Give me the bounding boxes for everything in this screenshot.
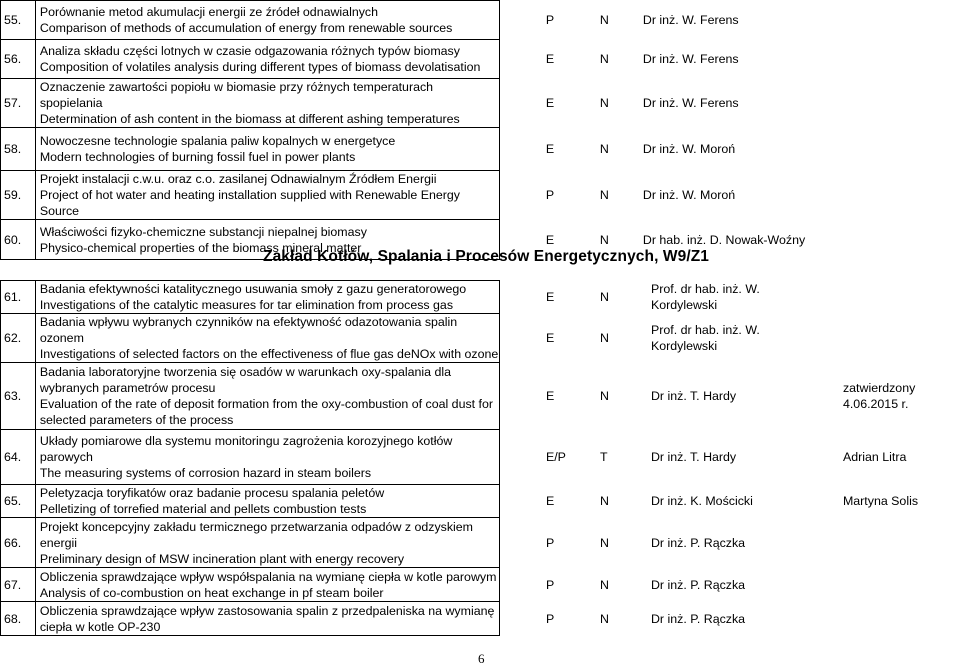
thesis-row: [1, 518, 960, 568]
row-number: 62.: [1, 314, 36, 363]
title-polish: Projekt koncepcyjny zakładu termicznego przetwarzania odpadów z odzyskiem energii: [39, 519, 474, 550]
thesis-language: N: [599, 142, 609, 156]
row-number: 65.: [1, 485, 36, 518]
row-number: 55.: [1, 1, 36, 40]
supervisor-name: Dr inż. P. Rączka: [650, 535, 746, 550]
thesis-info-cell: [499, 281, 959, 314]
thesis-row: [1, 485, 960, 518]
row-number: 57.: [1, 79, 36, 128]
title-english: Modern technologies of burning fossil fuel in power plants: [39, 150, 356, 164]
thesis-language: N: [599, 577, 609, 592]
title-polish: Projekt instalacji c.w.u. oraz c.o. zasilanej Odnawialnym Źródłem Energii: [39, 172, 437, 186]
thesis-row: [1, 430, 960, 485]
student-name: Adrian Litra: [842, 450, 907, 464]
thesis-info-cell: [499, 430, 959, 485]
thesis-type: P: [545, 188, 555, 202]
supervisor-name: Prof. dr hab. inż. W. Kordylewski: [650, 282, 760, 312]
thesis-language: N: [599, 188, 609, 202]
thesis-type: P: [545, 577, 555, 592]
title-english: Composition of volatiles analysis during different types of biomass devolatisation: [39, 60, 481, 74]
title-english: Pelletizing of torrefied material and pellets combustion tests: [39, 502, 367, 516]
row-number: 56.: [1, 40, 36, 79]
row-number: 61.: [1, 281, 36, 314]
thesis-type: E: [545, 290, 555, 304]
thesis-row: [1, 171, 960, 220]
thesis-info-cell: [499, 171, 959, 220]
title-polish: Układy pomiarowe dla systemu monitoringu zagrożenia korozyjnego kotłów parowych: [39, 434, 453, 464]
thesis-language: T: [599, 450, 608, 464]
thesis-language: N: [599, 331, 609, 345]
thesis-row: [1, 1, 960, 40]
title-english: Investigations of the catalytic measures for tar elimination from process gas: [39, 298, 454, 312]
title-english: Investigations of selected factors on the effectiveness of flue gas deNOx with ozone: [39, 347, 499, 361]
thesis-language: N: [599, 494, 609, 508]
thesis-row: [1, 314, 960, 363]
title-polish: Oznaczenie zawartości popiołu w biomasie przy różnych temperaturach spopielania: [39, 80, 434, 110]
title-english: Physico-chemical properties of the biomass mineral matter: [39, 240, 362, 255]
thesis-language: N: [599, 389, 609, 403]
title-polish: Obliczenia sprawdzające wpływ zastosowania spalin z przedpaleniska na wymianę ciepła w kotle OP-230: [39, 603, 495, 634]
thesis-title-cell: [35, 485, 499, 518]
thesis-type: P: [545, 13, 555, 27]
title-polish: Peletyzacja toryfikatów oraz badanie procesu spalania peletów: [39, 486, 385, 500]
thesis-type: E: [545, 52, 555, 66]
row-number: 60.: [1, 220, 36, 260]
thesis-type: E: [545, 232, 555, 247]
thesis-type: P: [545, 535, 555, 550]
thesis-info-cell: [499, 79, 959, 128]
title-english: Evaluation of the rate of deposit formation from the oxy-combustion of coal dust for selected parameters of the process: [39, 397, 493, 427]
thesis-row: [1, 40, 960, 79]
thesis-table-section-2: [0, 280, 960, 636]
thesis-title-cell: [35, 128, 499, 171]
thesis-info-cell: [499, 518, 959, 568]
thesis-type: E: [545, 96, 555, 110]
title-polish: Porównanie metod akumulacji energii ze źródeł odnawialnych: [39, 5, 378, 19]
thesis-language: N: [599, 232, 609, 247]
thesis-language: N: [599, 52, 609, 66]
thesis-row: [1, 281, 960, 314]
thesis-info-cell: [499, 568, 959, 602]
thesis-type: E/P: [545, 450, 566, 464]
title-english: Preliminary design of MSW incineration plant with energy recovery: [39, 551, 405, 566]
supervisor-name: Dr inż. P. Rączka: [650, 611, 746, 626]
title-english: Determination of ash content in the biomass at different ashing temperatures: [39, 112, 460, 126]
row-number: 58.: [1, 128, 36, 171]
thesis-title-cell: [35, 281, 499, 314]
title-polish: Właściwości fizyko-chemiczne substancji niepalnej biomasy: [39, 224, 367, 239]
supervisor-name: Dr inż. W. Ferens: [642, 13, 739, 27]
thesis-type: E: [545, 142, 555, 156]
title-polish: Nowoczesne technologie spalania paliw kopalnych w energetyce: [39, 134, 396, 148]
thesis-row: [1, 363, 960, 430]
thesis-info-cell: [499, 363, 959, 430]
department-heading: Zakład Kotłów, Spalania i Procesów Energetycznych, W9/Z1: [263, 248, 710, 265]
thesis-row: [1, 79, 960, 128]
thesis-row: [1, 128, 960, 171]
thesis-type: P: [545, 611, 555, 626]
thesis-language: N: [599, 13, 609, 27]
supervisor-name: Dr inż. W. Moroń: [642, 142, 736, 156]
thesis-row: [1, 602, 960, 636]
title-polish: Badania efektywności katalitycznego usuwania smoły z gazu generatorowego: [39, 282, 467, 296]
title-english: Project of hot water and heating installation supplied with Renewable Energy Source: [39, 188, 460, 218]
thesis-type: E: [545, 331, 555, 345]
thesis-type: E: [545, 389, 555, 403]
supervisor-name: Dr inż. W. Ferens: [642, 52, 739, 66]
supervisor-name: Prof. dr hab. inż. W. Kordylewski: [650, 323, 760, 353]
thesis-title-cell: [35, 79, 499, 128]
title-polish: Analiza składu części lotnych w czasie odgazowania różnych typów biomasy: [39, 44, 460, 58]
thesis-table-section-1: [0, 0, 960, 260]
thesis-info-cell: [499, 602, 959, 636]
thesis-title-cell: [35, 568, 499, 602]
thesis-language: N: [599, 611, 609, 626]
title-polish: Badania wpływu wybranych czynników na efektywność odazotowania spalin ozonem: [39, 315, 458, 345]
supervisor-name: Dr inż. P. Rączka: [650, 577, 746, 592]
thesis-info-cell: [499, 1, 959, 40]
row-number: 64.: [1, 430, 36, 485]
row-number: 68.: [1, 602, 36, 636]
title-english: Comparison of methods of accumulation of energy from renewable sources: [39, 21, 453, 35]
thesis-info-cell: [499, 40, 959, 79]
title-polish: Badania laboratoryjne tworzenia się osadów w warunkach oxy-spalania dla wybranych parametrów procesu: [39, 365, 452, 395]
thesis-title-cell: [35, 602, 499, 636]
thesis-title-cell: [35, 430, 499, 485]
thesis-row: [1, 568, 960, 602]
thesis-title-cell: [35, 1, 499, 40]
thesis-info-cell: [499, 128, 959, 171]
supervisor-name: Dr hab. inż. D. Nowak-Woźny: [642, 232, 806, 247]
thesis-info-cell: [499, 485, 959, 518]
thesis-title-cell: [35, 314, 499, 363]
thesis-language: N: [599, 535, 609, 550]
thesis-info-cell: [499, 314, 959, 363]
thesis-title-cell: [35, 363, 499, 430]
row-number: 59.: [1, 171, 36, 220]
thesis-language: N: [599, 96, 609, 110]
thesis-type: E: [545, 494, 555, 508]
supervisor-name: Dr inż. T. Hardy: [650, 389, 737, 403]
page-number: 6: [478, 651, 485, 666]
approval-note: zatwierdzony 4.06.2015 r.: [842, 381, 916, 411]
student-name: Martyna Solis: [842, 494, 919, 508]
thesis-title-cell: [35, 40, 499, 79]
title-english: The measuring systems of corrosion hazard in steam boilers: [39, 466, 372, 480]
thesis-title-cell: [35, 518, 499, 568]
thesis-title-cell: [35, 171, 499, 220]
title-polish: Obliczenia sprawdzające wpływ współspalania na wymianę ciepła w kotle parowym: [39, 569, 497, 584]
supervisor-name: Dr inż. W. Moroń: [642, 188, 736, 202]
thesis-language: N: [599, 290, 609, 304]
title-english: Analysis of co-combustion on heat exchange in pf steam boiler: [39, 585, 384, 600]
supervisor-name: Dr inż. W. Ferens: [642, 96, 739, 110]
supervisor-name: Dr inż. K. Mościcki: [650, 494, 753, 508]
row-number: 63.: [1, 363, 36, 430]
supervisor-name: Dr inż. T. Hardy: [650, 450, 737, 464]
row-number: 67.: [1, 568, 36, 602]
row-number: 66.: [1, 518, 36, 568]
